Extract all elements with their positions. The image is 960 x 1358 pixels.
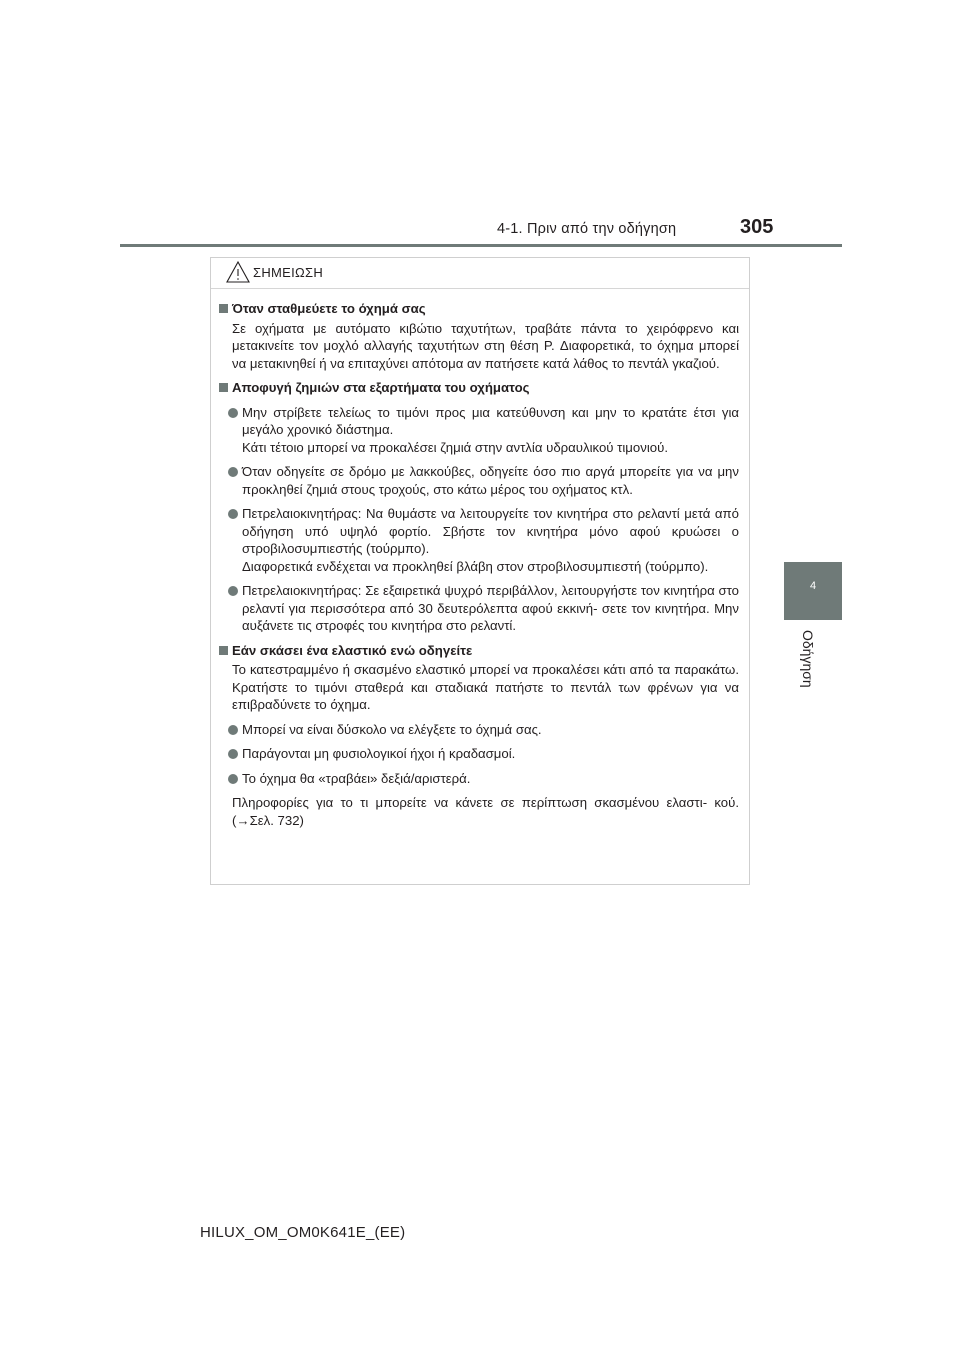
page-number: 305	[740, 216, 774, 238]
round-bullet-icon	[228, 509, 238, 519]
section-heading-tire: Εάν σκάσει ένα ελαστικό ενώ οδηγείτε	[219, 642, 739, 660]
square-bullet-icon	[219, 383, 228, 392]
list-item: Μπορεί να είναι δύσκολο να ελέγξετε το όχημά σας.	[219, 721, 739, 739]
paragraph: Σε οχήματα με αυτόματο κιβώτιο ταχυτήτων, τραβάτε πάντα το χειρόφρενο και μετακινείτε τον μοχλό αλλαγής ταχυτήτων στη θέση P. Διαφορετικά, το όχημα μπορεί να μετακινηθεί ή να επιταχύνει απότομα αν πατήσετε κατά λάθος το πεντάλ γκαζιού.	[232, 320, 739, 371]
list-item: Το όχημα θα «τραβάει» δεξιά/αριστερά.	[219, 770, 739, 788]
chapter-tab[interactable]	[784, 562, 842, 620]
notice-box	[210, 257, 750, 885]
page-reference-paragraph[interactable]: Πληροφορίες για το τι μπορείτε να κάνετε σε περίπτωση σκασμένου ελαστι- κού. (→Σελ. 732)	[232, 795, 739, 828]
round-bullet-icon	[228, 467, 238, 477]
warning-triangle-icon	[225, 260, 251, 284]
chapter-label: Οδήγηση	[800, 630, 816, 688]
square-bullet-icon	[219, 646, 228, 655]
list-item: Μην στρίβετε τελείως το τιμόνι προς μια κατεύθυνση και μην το κρατάτε έτσι για μεγάλο χρονικό διάστημα. Κάτι τέτοιο μπορεί να προκαλέσει ζημιά στην αντλία υδραυλικού τιμονιού.	[219, 404, 739, 457]
list-item: Πετρελαιοκινητήρας: Να θυμάστε να λειτουργείτε τον κινητήρα στο ρελαντί μετά από οδήγηση υπό υψηλό φορτίο. Σβήστε τον κινητήρα μόνο αφού κρυώσει ο στροβιλοσυμπιεστής (τούρμπο). Διαφορετικά ενδέχεται να προκληθεί βλάβη στον στροβιλοσυμπιεστή (τούρμπο).	[219, 505, 739, 575]
notice-label: ΣΗΜΕΙΩΣΗ	[253, 265, 324, 280]
chapter-number: 4	[809, 580, 817, 592]
section-heading-parking: Όταν σταθμεύετε το όχημά σας	[219, 300, 739, 318]
notice-body	[211, 289, 749, 829]
notice-header	[211, 258, 749, 289]
document-code: HILUX_OM_OM0K641E_(EE)	[200, 1224, 406, 1241]
list-item: Πετρελαιοκινητήρας: Σε εξαιρετικά ψυχρό περιβάλλον, λειτουργήστε τον κινητήρα στο ρελαντί για περισσότερα από 30 δευτερόλεπτα αφού εκκινή- σετε τον κινητήρα. Μην αυξάνετε τις στροφές του κινητήρα στο ρελαντί.	[219, 582, 739, 635]
header-divider	[120, 244, 842, 247]
list-item: Παράγονται μη φυσιολογικοί ήχοι ή κραδασμοί.	[219, 745, 739, 763]
round-bullet-icon	[228, 725, 238, 735]
section-title: 4-1. Πριν από την οδήγηση	[497, 221, 677, 237]
section-heading-damage: Αποφυγή ζημιών στα εξαρτήματα του οχήματος	[219, 379, 739, 397]
square-bullet-icon	[219, 304, 228, 313]
round-bullet-icon	[228, 774, 238, 784]
round-bullet-icon	[228, 586, 238, 596]
list-item: Όταν οδηγείτε σε δρόμο με λακκούβες, οδηγείτε όσο πιο αργά μπορείτε για να μην προκληθεί ζημιά στους τροχούς, στο κάτω μέρος του οχήματος κτλ.	[219, 463, 739, 498]
round-bullet-icon	[228, 408, 238, 418]
paragraph: Το κατεστραμμένο ή σκασμένο ελαστικό μπορεί να προκαλέσει κάτι από τα παρακάτω. Κρατήστε το τιμόνι σταθερά και σταδιακά πατήστε το πεντάλ των φρένων για να επιβραδύνετε το όχημα.	[232, 662, 739, 712]
round-bullet-icon	[228, 749, 238, 759]
